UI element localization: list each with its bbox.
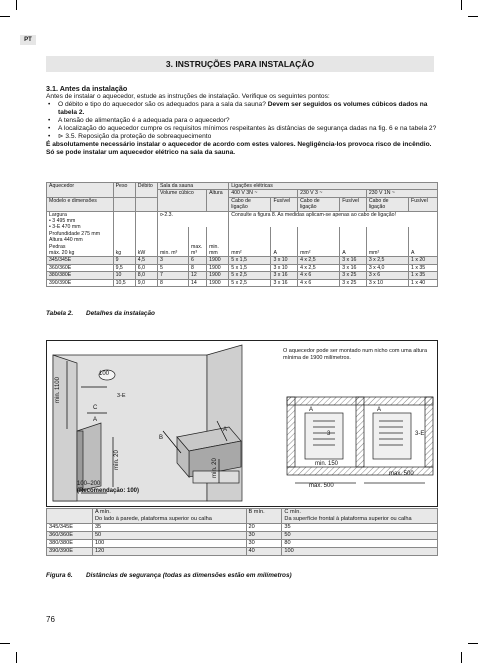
safety-distances-table	[46, 508, 438, 556]
header-cable: Cabo de ligação	[366, 197, 408, 211]
header-model: Modelo e dimensões	[47, 197, 114, 211]
checklist	[46, 101, 438, 141]
crop-mark	[0, 16, 10, 17]
dimension-label: A	[93, 417, 98, 423]
page-number: 76	[46, 615, 55, 624]
crop-mark	[16, 0, 17, 10]
dimension-label: 3	[327, 431, 331, 437]
crop-mark	[468, 643, 478, 644]
header-heater: Aquecedor	[47, 183, 114, 198]
header-height: Altura	[207, 190, 229, 211]
header-c-min: C mín. Da superfície frontal à plataforma superior ou calha	[282, 509, 438, 524]
header-a-min: A mín. Do lado à parede, plataforma superior ou calha	[92, 509, 246, 524]
crop-mark	[0, 643, 10, 644]
header-volume: Volume cúbico	[157, 190, 206, 211]
table-row: 380/380E 100 30 80	[47, 540, 438, 548]
header-cable: Cabo de ligação	[298, 197, 340, 211]
table-row: 390/390E 10,5 9,0 8 14 1900 5 x 2,5 3 x 16 4 x 6 3 x 25 3 x 10 1 x 40	[47, 279, 438, 286]
checklist-item: • O débito e tipo do aquecedor são os adequados para a sala da sauna? Devem ser seguidos os volumes cúbicos dados na tabela 2.	[46, 101, 438, 117]
table-row: 390/390E 120 40 100	[47, 548, 438, 556]
warning-text: É absolutamente necessário instalar o aquecedor de acordo com estes valores. Negligência-los provoca risco de incêndio. Só se pode instalar um aquecedor elétrico na sala da sauna.	[46, 141, 432, 156]
checklist-item: • A tensão de alimentação é a adequada para o aquecedor?	[46, 117, 438, 125]
dimension-label: 100	[99, 371, 110, 377]
dimension-label: min. 20	[113, 450, 120, 470]
header-weight: Peso	[113, 183, 135, 198]
connections-note: Consulte a figura 8. As medidas aplicam-se apenas ao cabo de ligação!	[229, 211, 438, 227]
checklist-item: • ⊳ 3.5. Reposição da proteção de sobreaquecimento	[46, 133, 438, 141]
language-badge: PT	[20, 35, 36, 45]
section-heading: 3.1. Antes da instalação	[46, 84, 128, 93]
table-caption: Tabela 2. Detalhes da instalação	[46, 310, 155, 317]
header-fuse: Fusível	[271, 197, 298, 211]
crop-mark	[461, 0, 462, 10]
heater-dimensions: Largura • 3 495 mm • 3-E 470 mm Profundidade 275 mm Altura 440 mm Pedras máx. 20 kg	[47, 211, 114, 257]
table-row: 360/360E 9,5 6,0 5 8 1900 5 x 1,5 3 x 10 4 x 2,5 3 x 16 3 x 4,0 1 x 35	[47, 264, 438, 271]
dimension-label: max. 500	[389, 471, 414, 477]
niche-note: O aquecedor pode ser montado num nicho com uma altura mínima de 1900 milímetros.	[283, 348, 427, 361]
header-output: Débito	[135, 183, 157, 198]
installation-diagram	[47, 341, 439, 508]
dimension-label: max. 500	[309, 483, 334, 489]
table-row: 345/345E 9 4,5 3 6 1900 5 x 1,5 3 x 10 4 x 2,5 3 x 16 3 x 2,5 1 x 20	[47, 257, 438, 264]
header-b-min: B mín.	[246, 509, 282, 524]
table-row: 380/380E 10 8,0 7 12 1900 5 x 2,5 3 x 16 4 x 6 3 x 25 3 x 6 1 x 35	[47, 272, 438, 279]
dimension-label: A	[377, 407, 382, 413]
dimension-label: A	[309, 407, 314, 413]
room-reference: ⊳2.3.	[157, 211, 228, 227]
section-before-installation	[46, 84, 438, 157]
crop-mark	[16, 652, 17, 663]
page-title: 3. INSTRUÇÕES PARA INSTALAÇÃO	[46, 56, 434, 72]
dimension-label: 100–200	[77, 481, 101, 487]
dimension-label: A	[223, 427, 228, 433]
installation-details-table: Aquecedor Peso Débito Sala da sauna Ligações elétricas Volume cúbico Altura 400 V 3N ~ 230 V 3 ~ 230 V 1N ~ Modelo e dimensões Cabo de ligação Fusível Cabo de ligação Fusível Cabo de ligação Fusível Largura • 3 495 mm • 3-E 470 mm Profundidade 275 mm Altura 440 mm Pedras máx. 20 kg ⊳2.3. Consulte a figura 8. As medidas aplicam-se apenas ao cabo de ligação! kg kW min. m³ max. m³ min. mm mm² A mm² A mm² A 345/345E 9 4,5 3 6 1900 5 x 1,5 3 x 10 4 x 2,5 3 x 16 3 x 2,5 1 x 20 360/360E 9,5 6,0 5 8 1900 5 x 1,5 3 x 10 4 x 2,5 3 x 16 3 x 4,0 1 x 35 380/380E 10 8,0 7 12 1900 5 x 2,5 3 x 16 4 x 6 3 x 25 3 x 6 1 x 35 390/390E 10,5 9,0 8 14 1900 5 x 2,5 3 x 16 4 x 6 3 x 25 3 x 10 1 x 40	[46, 182, 438, 287]
intro-text: Antes de instalar o aquecedor, estude as instruções de instalação. Verifique os seguintes pontos:	[46, 93, 330, 100]
header-230v-1: 230 V 1N ~	[366, 190, 437, 197]
header-230v-3: 230 V 3 ~	[298, 190, 367, 197]
crop-mark	[468, 16, 478, 17]
dimension-label: min. 1100	[54, 377, 61, 403]
dimension-label: min. 150	[315, 461, 339, 467]
dimension-label: min. 20	[211, 458, 218, 478]
header-400v: 400 V 3N ~	[229, 190, 298, 197]
dimension-label: 3-E	[117, 393, 126, 399]
header-fuse: Fusível	[340, 197, 367, 211]
figure-caption: Figura 6. Distâncias de segurança (todas as dimensões estão em milímetros)	[46, 572, 292, 579]
table-row: 345/345E 35 20 35	[47, 524, 438, 532]
dimension-label: (Recomendação: 100)	[77, 488, 140, 494]
header-cable: Cabo de ligação	[229, 197, 271, 211]
header-room: Sala da sauna	[157, 183, 228, 190]
crop-mark	[461, 652, 462, 663]
dimension-label: B	[159, 435, 164, 441]
header-connections: Ligações elétricas	[229, 183, 438, 190]
checklist-item: • A localização do aquecedor cumpre os requisitos mínimos respeitantes às distâncias de segurança dadas na fig. 6 e na tabela 2?	[46, 125, 438, 133]
safety-distances-figure	[46, 340, 438, 507]
dimension-label: C	[93, 405, 98, 411]
header-fuse: Fusível	[409, 197, 438, 211]
table-row: 360/360E 50 30 50	[47, 532, 438, 540]
dimension-label: 3-E	[415, 431, 425, 437]
